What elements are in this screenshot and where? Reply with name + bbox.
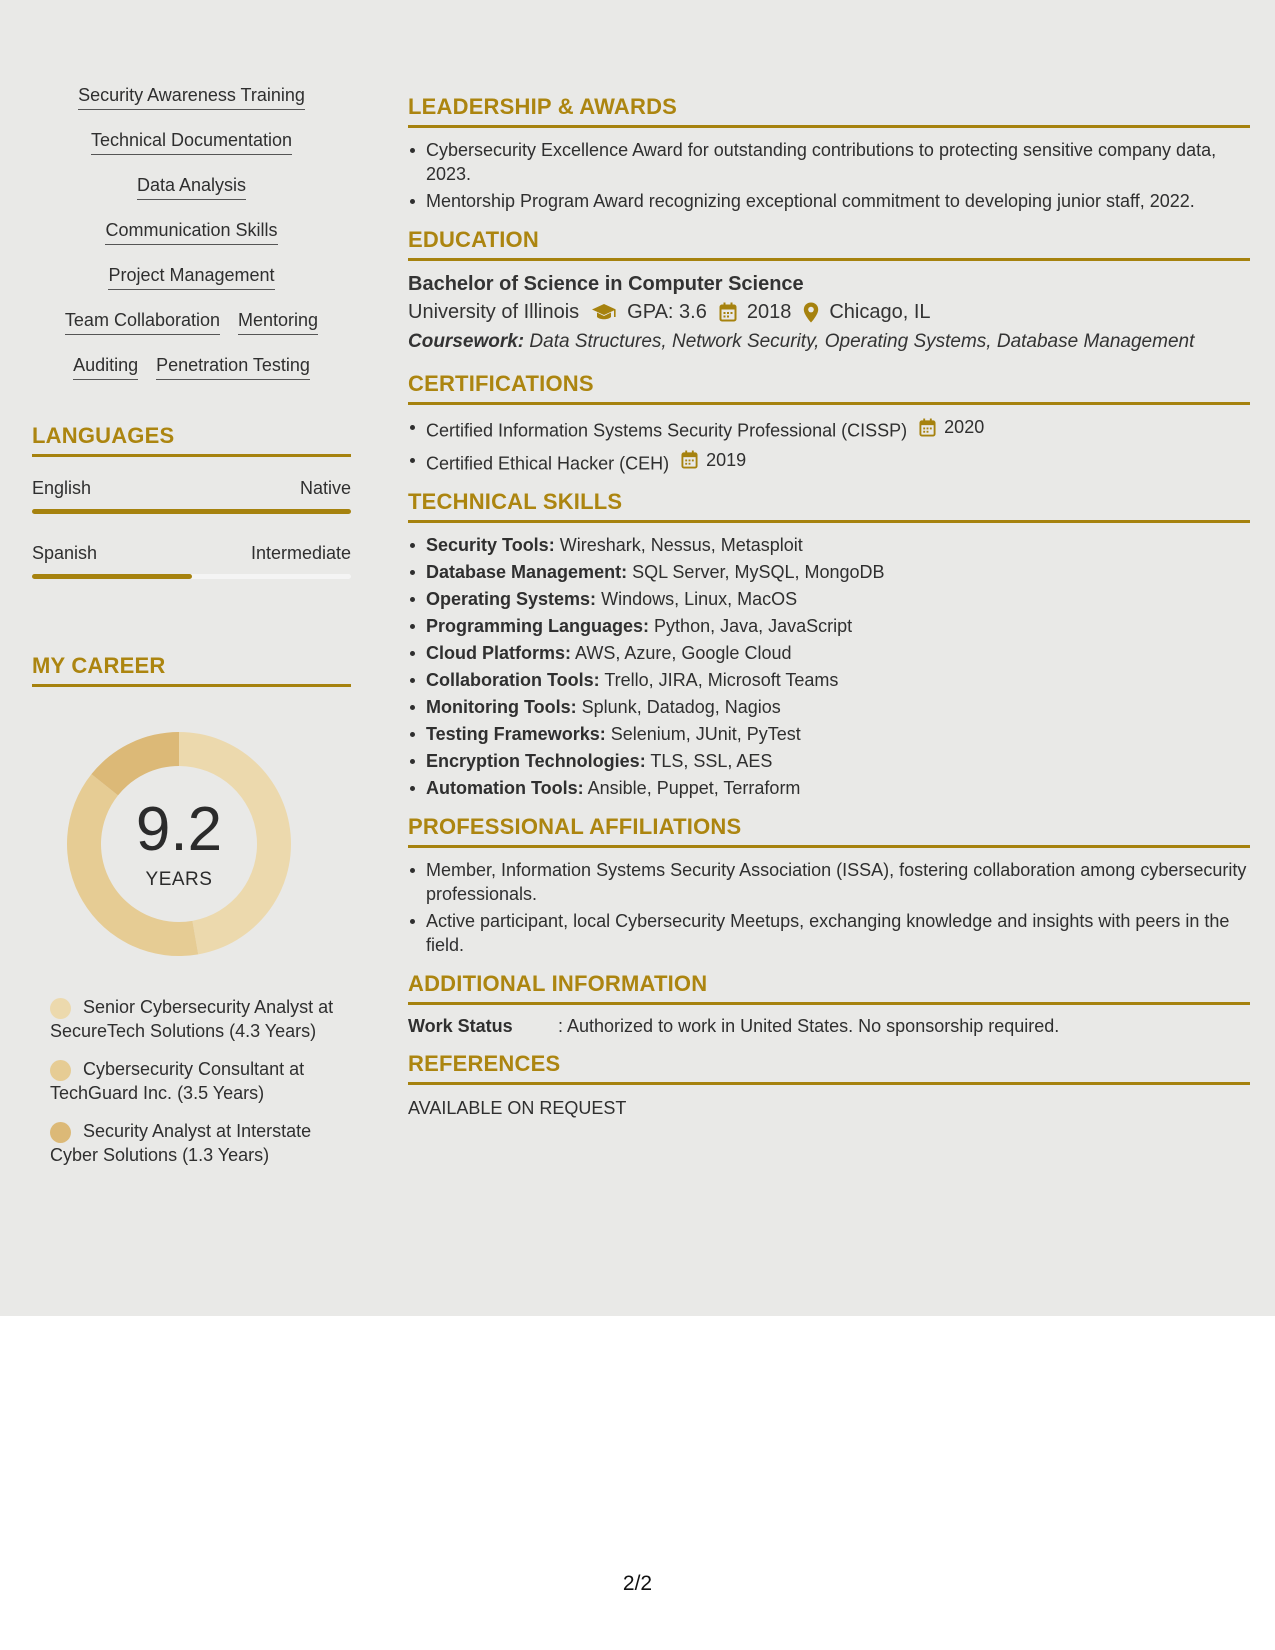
technical-skill-label: Monitoring Tools: [426,697,577,717]
skill-row [78,84,305,129]
technical-skill-value: Windows, Linux, MacOS [601,589,798,609]
language-proficiency-bar [32,574,351,579]
certification-date [919,415,984,439]
language-name: Spanish [32,543,98,563]
technical-skill-item [408,776,1250,800]
language-proficiency-fill [32,574,192,579]
education-year: 2018 [746,301,792,323]
skill-tag: Communication Skills [105,219,277,245]
technical-skill-item [408,722,1250,746]
career-total-unit: YEARS [145,869,213,890]
certification-year: 2020 [944,417,985,437]
education-degree: Bachelor of Science in Computer Science [408,273,804,295]
skill-tag: Auditing [73,354,138,380]
technical-skill-item [408,695,1250,719]
affiliation-item: Member, Information Systems Security Association (ISSA), fostering collaboration among cybersecurity professionals. [408,858,1250,906]
legend-dot-icon [50,998,71,1019]
leadership-section [408,94,1250,213]
technical-skill-value: SQL Server, MySQL, MongoDB [632,562,885,582]
career-legend-item [50,1119,351,1167]
skill-tag: Data Analysis [137,174,246,200]
skill-tag: Security Awareness Training [78,84,305,110]
education-gpa: GPA: 3.6 [627,301,707,323]
certification-item [408,415,1250,443]
left-column [32,84,351,1181]
calendar-icon [681,450,702,469]
calendar-icon [919,418,940,437]
skill-row [105,219,277,264]
skill-row [108,264,274,309]
language-level: Intermediate [250,543,351,563]
work-status-row [408,1015,1250,1037]
map-pin-icon [803,302,819,323]
career-total-value: 9.2 [135,795,223,864]
technical-skill-item [408,560,1250,584]
technical-skill-value: Wireshark, Nessus, Metasploit [559,535,803,555]
certifications-list [408,415,1250,475]
technical-skill-item [408,614,1250,638]
certifications-section [408,371,1250,475]
language-row [32,542,351,564]
technical-skill-value: AWS, Azure, Google Cloud [575,643,792,663]
career-title: MY CAREER [32,653,351,687]
technical-skill-value: Ansible, Puppet, Terraform [587,778,801,798]
additional-info-title: ADDITIONAL INFORMATION [408,971,1250,1005]
technical-skill-label: Collaboration Tools: [426,670,600,690]
language-proficiency-fill [32,509,351,514]
skill-row [65,309,318,354]
career-legend-item [50,1057,351,1105]
certification-year: 2019 [706,449,747,470]
certification-date [681,448,746,472]
affiliations-list [408,858,1250,957]
technical-skill-item [408,668,1250,692]
certification-name: Certified Information Systems Security Professional (CISSP) [426,420,908,441]
education-section [408,227,1250,357]
technical-skill-item [408,587,1250,611]
leadership-title: LEADERSHIP & AWARDS [408,94,1250,128]
additional-info-section [408,971,1250,1037]
language-item [32,477,351,514]
skill-tag: Team Collaboration [65,309,220,335]
graduation-cap-icon [591,302,617,322]
skill-tag: Project Management [108,264,274,290]
language-name: English [32,478,92,498]
skill-tag: Technical Documentation [91,129,292,155]
legend-dot-icon [50,1122,71,1143]
work-status-value: : Authorized to work in United States. No sponsorship required. [558,1016,1060,1036]
leadership-item: Cybersecurity Excellence Award for outstanding contributions to protecting sensitive company data, 2023. [408,138,1250,186]
language-proficiency-bar [32,509,351,514]
technical-skill-value: Selenium, JUnit, PyTest [610,724,801,744]
career-legend [32,995,351,1167]
skill-tag: Mentoring [238,309,318,335]
certification-name: Certified Ethical Hacker (CEH) [426,453,670,473]
references-section [408,1051,1250,1119]
career-section [32,653,351,1167]
technical-skill-item [408,641,1250,665]
skill-tag: Penetration Testing [156,354,310,380]
education-location: Chicago, IL [829,301,931,323]
references-title: REFERENCES [408,1051,1250,1085]
technical-skill-label: Security Tools: [426,535,555,555]
skill-row [137,174,246,219]
skill-row [73,354,310,399]
affiliation-item: Active participant, local Cybersecurity Meetups, exchanging knowledge and insights with peers in the field. [408,909,1250,957]
technical-skill-label: Operating Systems: [426,589,597,609]
technical-skill-value: Trello, JIRA, Microsoft Teams [604,670,839,690]
career-legend-item [50,995,351,1043]
technical-skill-label: Programming Languages: [426,616,650,636]
education-school: University of Illinois [408,301,580,323]
technical-skills-list [408,533,1250,800]
coursework-value: Data Structures, Network Security, Operating Systems, Database Management [529,331,1195,352]
languages-section [32,423,351,579]
language-row [32,477,351,499]
work-status-key: Work Status [408,1016,513,1036]
technical-skill-item [408,533,1250,557]
technical-skills-section [408,489,1250,800]
career-legend-label: Cybersecurity Consultant at TechGuard Inc. (3.5 Years) [50,1059,305,1103]
technical-skill-label: Encryption Technologies: [426,751,646,771]
technical-skill-value: Splunk, Datadog, Nagios [581,697,781,717]
leadership-item: Mentorship Program Award recognizing exceptional commitment to developing junior staff, 2022. [408,189,1250,213]
calendar-icon [719,302,737,322]
affiliations-title: PROFESSIONAL AFFILIATIONS [408,814,1250,848]
education-coursework [408,327,1250,357]
career-legend-label: Senior Cybersecurity Analyst at SecureTech Solutions (4.3 Years) [50,997,334,1041]
page-number: 2/2 [622,1572,653,1595]
certifications-title: CERTIFICATIONS [408,371,1250,405]
legend-dot-icon [50,1060,71,1081]
languages-list [32,477,351,579]
technical-skill-value: TLS, SSL, AES [650,751,773,771]
education-title: EDUCATION [408,227,1250,261]
career-donut-chart [64,729,294,959]
technical-skill-label: Automation Tools: [426,778,584,798]
technical-skill-item [408,749,1250,773]
languages-title: LANGUAGES [32,423,351,457]
right-column [408,94,1250,1133]
technical-skill-label: Database Management: [426,562,628,582]
leadership-list [408,138,1250,213]
references-text: AVAILABLE ON REQUEST [408,1098,627,1118]
technical-skills-title: TECHNICAL SKILLS [408,489,1250,523]
technical-skill-label: Testing Frameworks: [426,724,606,744]
language-level: Native [299,478,351,498]
technical-skill-label: Cloud Platforms: [426,643,572,663]
technical-skill-value: Python, Java, JavaScript [654,616,853,636]
skills-tag-cloud [32,84,351,399]
coursework-label: Coursework: [408,331,525,352]
education-meta [408,297,1250,327]
career-legend-label: Security Analyst at Interstate Cyber Solutions (1.3 Years) [50,1121,312,1165]
skill-row [91,129,292,174]
affiliations-section [408,814,1250,957]
certification-item [408,448,1250,476]
language-item [32,542,351,579]
